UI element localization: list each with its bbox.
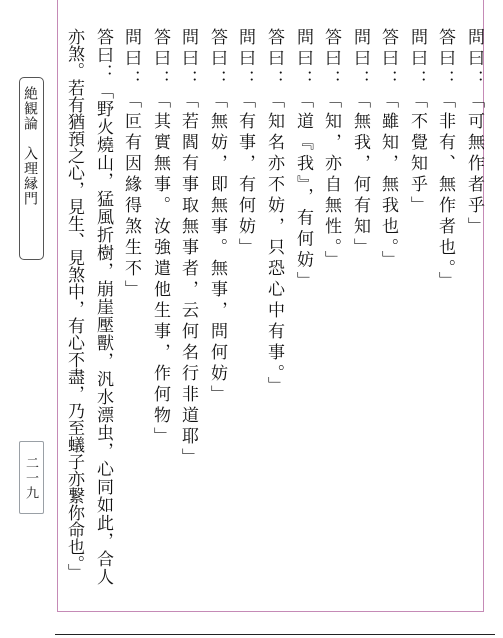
text-column: 問曰：「若閻有事取無事者，云何名行非道耶」 xyxy=(178,28,198,469)
text-column: 亦煞。若有猶預之心，見生、見煞中，有心不盡，乃至蟻子亦繋你命也。」 xyxy=(64,28,84,581)
book-title: 絶観論 入理縁門 xyxy=(22,86,38,206)
page-number-tab xyxy=(19,441,44,514)
text-column: 答曰：「知，亦自無性。」 xyxy=(321,28,341,272)
page-number: 二一九 xyxy=(23,456,38,501)
text-column: 答曰：「其實無事。汝強遣他生事，作何物」 xyxy=(150,28,170,448)
text-column: 問曰：「叵有因緣得煞生不」 xyxy=(121,28,141,301)
text-column: 答曰：「非有、無作者也。」 xyxy=(435,28,455,293)
text-column: 答曰：「雖知，無我也。」 xyxy=(378,28,398,272)
text-column: 問曰：「可無作者乎」 xyxy=(464,28,484,238)
book-title-tab xyxy=(19,77,44,260)
text-column: 問曰：「無我，何有知」 xyxy=(350,28,370,259)
bottom-rule xyxy=(55,634,495,635)
text-column: 答曰：「無妨，即無事。無事，問何妨」 xyxy=(207,28,227,406)
text-column: 答曰：「知名亦不妨，只恐心中有事。」 xyxy=(264,28,284,398)
text-column: 問曰：「有事，有何妨」 xyxy=(235,28,255,259)
text-column: 答曰：「野火燒山，猛風折樹，崩崖壓獸，汎水漂虫，心同如此，合人 xyxy=(93,28,113,586)
text-column: 問曰：「道『我』，有何妨」 xyxy=(293,28,313,293)
text-column: 問曰：「不覺知乎」 xyxy=(407,28,427,217)
